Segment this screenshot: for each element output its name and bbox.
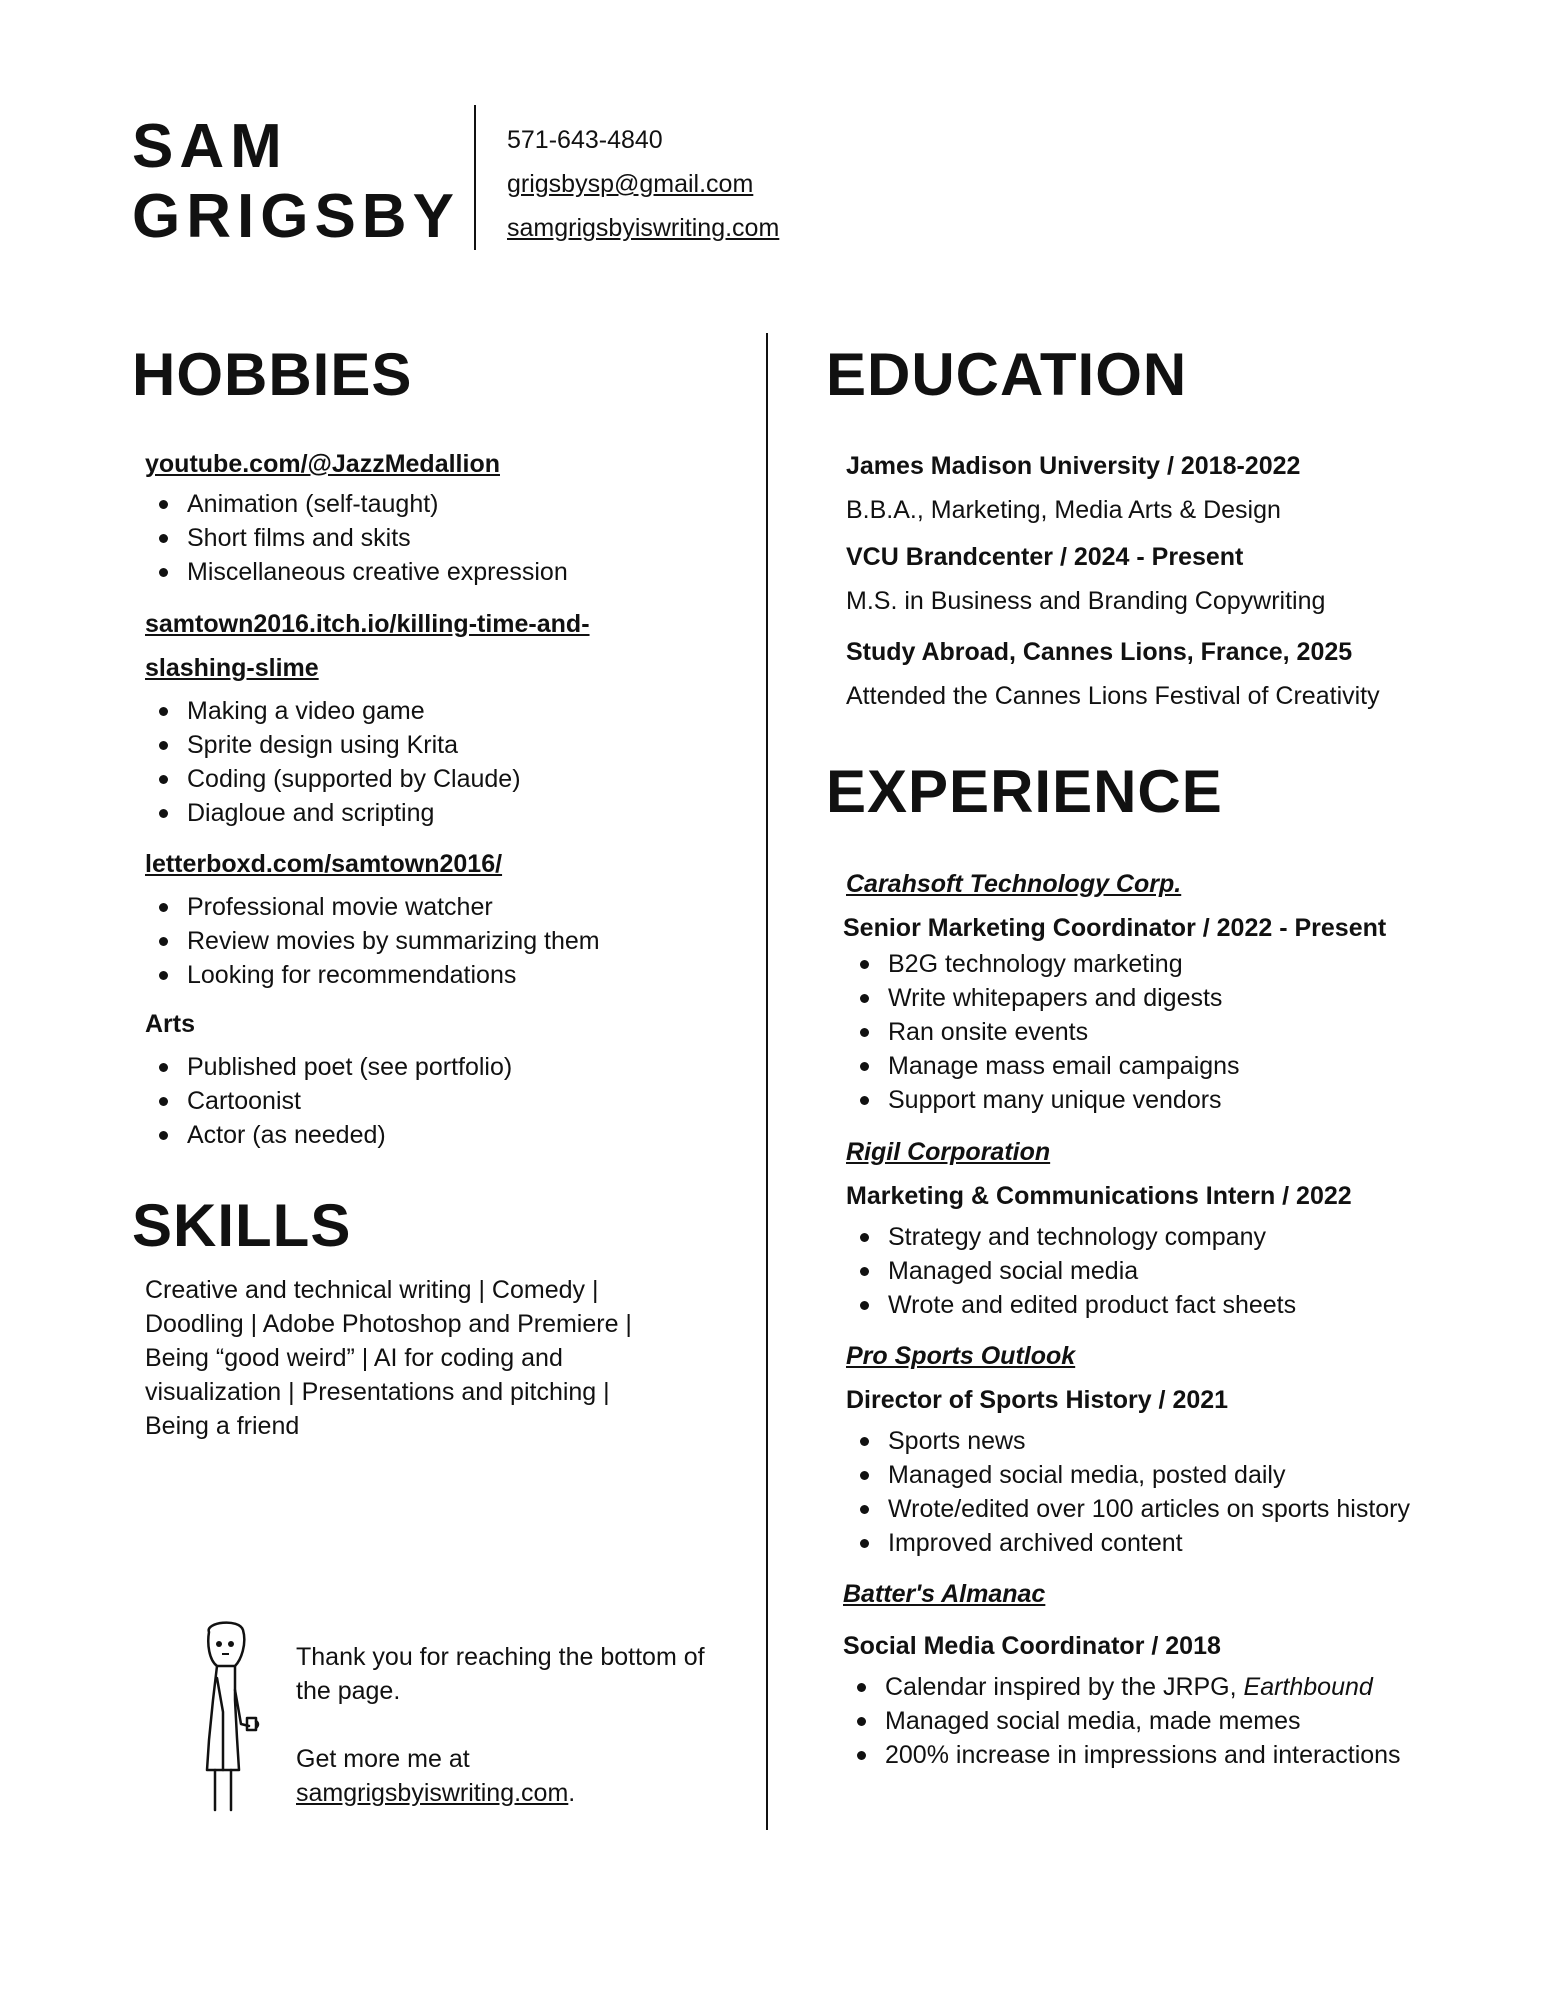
company-name: Pro Sports Outlook (846, 1342, 1076, 1370)
list-item: Managed social media, made memes (843, 1704, 1401, 1738)
list-item: Review movies by summarizing them (145, 924, 600, 958)
list-item: Animation (self-taught) (145, 487, 568, 521)
job-duties (846, 1220, 1352, 1322)
education-entry (846, 630, 1380, 718)
itch-link-line2[interactable]: slashing-slime (145, 654, 319, 682)
youtube-link[interactable]: youtube.com/@JazzMedallion (145, 450, 500, 478)
list-item: Improved archived content (846, 1526, 1410, 1560)
company-name: Batter's Almanac (843, 1580, 1046, 1608)
list-item: Managed social media (846, 1254, 1352, 1288)
job-role: Director of Sports History / 2021 (846, 1386, 1229, 1414)
list-item: Actor (as needed) (145, 1118, 512, 1152)
job-pro-sports (846, 1334, 1410, 1560)
education-entry (846, 444, 1300, 532)
duty-text: Calendar inspired by the JRPG, (885, 1673, 1244, 1701)
list-item: Cartoonist (145, 1084, 512, 1118)
job-duties (846, 947, 1386, 1117)
list-item: Short films and skits (145, 521, 568, 555)
itch-link[interactable] (145, 602, 590, 690)
school-name: VCU Brandcenter / 2024 - Present (846, 543, 1244, 571)
list-item: Ran onsite events (846, 1015, 1386, 1049)
list-item: Miscellaneous creative expression (145, 555, 568, 589)
hobbies-title: HOBBIES (132, 341, 413, 408)
name-heading (132, 112, 460, 252)
header-divider (474, 105, 476, 250)
hobby-group-letterboxd (145, 842, 600, 992)
degree-text: M.S. in Business and Branding Copywriting (846, 587, 1326, 615)
job-role: Senior Marketing Coordinator / 2022 - Present (843, 914, 1387, 942)
list-item: Making a video game (145, 694, 590, 728)
list-item: Sports news (846, 1424, 1410, 1458)
list-item (843, 1670, 1401, 1704)
list-item: Manage mass email campaigns (846, 1049, 1386, 1083)
skills-title: SKILLS (132, 1192, 352, 1259)
hobby-list (145, 890, 600, 992)
email-link[interactable]: grigsbysp@gmail.com (507, 170, 754, 198)
arts-heading: Arts (145, 1010, 196, 1038)
list-item: Professional movie watcher (145, 890, 600, 924)
cartoon-person-illustration (195, 1620, 265, 1815)
job-batters-almanac (843, 1572, 1401, 1772)
first-name: SAM (132, 112, 288, 181)
skills-line: Being “good weird” | AI for coding and (145, 1344, 563, 1372)
list-item: Managed social media, posted daily (846, 1458, 1410, 1492)
list-item: Diagloue and scripting (145, 796, 590, 830)
footer-line: Get more me at (296, 1745, 470, 1773)
skills-line: visualization | Presentations and pitching | (145, 1378, 610, 1406)
footer-note (296, 1640, 776, 1810)
game-title: Earthbound (1243, 1673, 1373, 1701)
list-item: Coding (supported by Claude) (145, 762, 590, 796)
job-role: Social Media Coordinator / 2018 (843, 1632, 1221, 1660)
hobby-list (145, 487, 568, 589)
company-name: Rigil Corporation (846, 1138, 1051, 1166)
hobby-group-itch (145, 602, 590, 830)
experience-title: EXPERIENCE (826, 758, 1223, 825)
job-duties (843, 1670, 1401, 1772)
contact-info (507, 118, 779, 250)
last-name: GRIGSBY (132, 182, 460, 251)
skills-line: Creative and technical writing | Comedy | (145, 1276, 599, 1304)
hobby-list (145, 694, 590, 830)
footer-period: . (568, 1779, 576, 1807)
website-link[interactable]: samgrigsbyiswriting.com (507, 214, 780, 242)
list-item: B2G technology marketing (846, 947, 1386, 981)
job-role: Marketing & Communications Intern / 2022 (846, 1182, 1352, 1210)
list-item: Published poet (see portfolio) (145, 1050, 512, 1084)
skills-line: Doodling | Adobe Photoshop and Premiere | (145, 1310, 632, 1338)
skills-line: Being a friend (145, 1412, 300, 1440)
letterboxd-link[interactable]: letterboxd.com/samtown2016/ (145, 850, 503, 878)
company-name: Carahsoft Technology Corp. (846, 870, 1182, 898)
itch-link-line1[interactable]: samtown2016.itch.io/killing-time-and- (145, 610, 590, 638)
school-name: Study Abroad, Cannes Lions, France, 2025 (846, 638, 1353, 666)
school-name: James Madison University / 2018-2022 (846, 452, 1301, 480)
list-item: Looking for recommendations (145, 958, 600, 992)
column-divider (766, 333, 768, 1830)
list-item: Support many unique vendors (846, 1083, 1386, 1117)
footer-line: Thank you for reaching the bottom of (296, 1643, 705, 1671)
job-carahsoft (843, 862, 1387, 1117)
footer-website-link[interactable]: samgrigsbyiswriting.com (296, 1779, 569, 1807)
list-item: Write whitepapers and digests (846, 981, 1386, 1015)
list-item: Wrote and edited product fact sheets (846, 1288, 1352, 1322)
degree-text: B.B.A., Marketing, Media Arts & Design (846, 496, 1281, 524)
footer-line: the page. (296, 1677, 401, 1705)
hobby-group-youtube (145, 442, 568, 589)
degree-text: Attended the Cannes Lions Festival of Creativity (846, 682, 1380, 710)
education-entry (846, 535, 1325, 623)
job-duties (846, 1424, 1410, 1560)
list-item: Strategy and technology company (846, 1220, 1352, 1254)
job-rigil (846, 1130, 1352, 1322)
hobby-list (145, 1050, 512, 1152)
list-item: Wrote/edited over 100 articles on sports history (846, 1492, 1410, 1526)
education-title: EDUCATION (826, 341, 1188, 408)
list-item: Sprite design using Krita (145, 728, 590, 762)
skills-text (145, 1273, 705, 1443)
phone-text: 571-643-4840 (507, 126, 663, 154)
list-item: 200% increase in impressions and interactions (843, 1738, 1401, 1772)
hobby-group-arts (145, 1002, 512, 1152)
